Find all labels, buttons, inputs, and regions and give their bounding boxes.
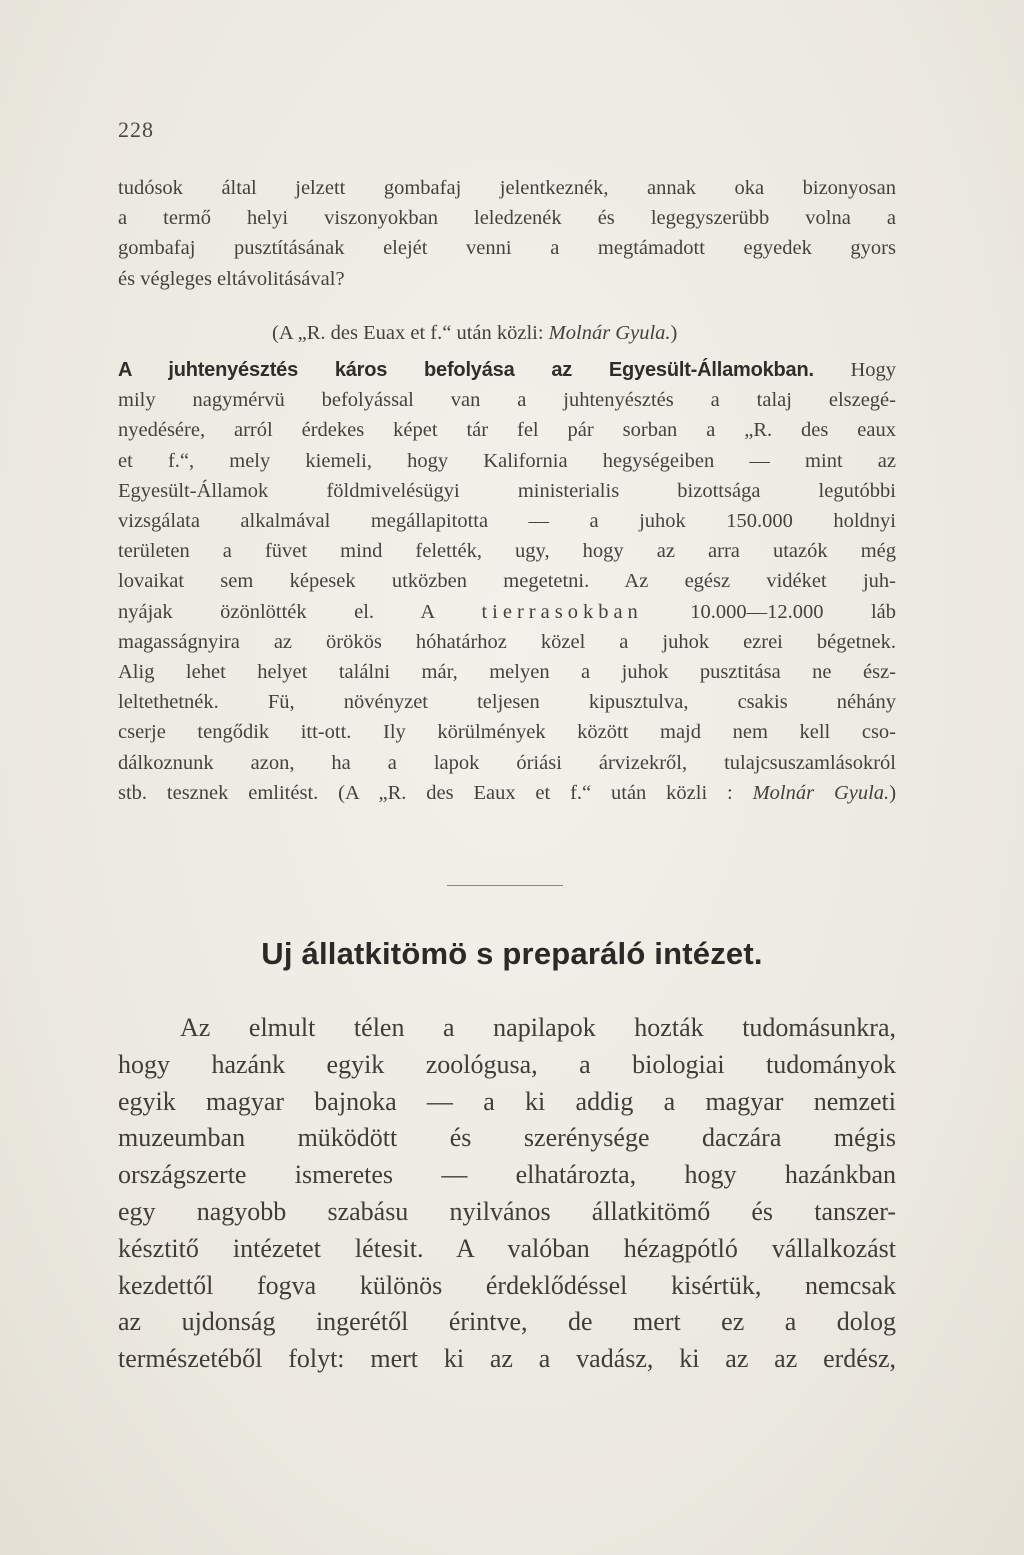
article-line: et f.“, mely kiemeli, hogy Kalifornia hegységeiben — mint az xyxy=(118,449,896,472)
section-line: természetéből folyt: mert ki az a vadász, ki az az erdész, xyxy=(118,1344,896,1374)
section-line: egy nagyobb szabásu nyilvános állatkitömő és tanszer- xyxy=(118,1196,896,1226)
article-line: magasságnyira az örökös hóhatárhoz közel a juhok ezrei bégetnek. xyxy=(118,630,896,653)
article-line: vizsgálata alkalmával megállapitotta — a juhok 150.000 holdnyi xyxy=(118,510,896,533)
section-title: Uj állatkitömö s preparáló intézet. xyxy=(261,936,763,971)
article-last-author: Molnár Gyula. xyxy=(752,781,890,804)
article-paragraph xyxy=(118,355,896,808)
article-line: mily nagymérvü befolyással van a juhtenyésztés a talaj elszegé- xyxy=(118,389,896,412)
article-line: Alig lehet helyet találni már, melyen a juhok pusztitása ne ész- xyxy=(118,661,896,684)
intro-credit xyxy=(272,322,677,345)
intro-line: a termő helyi viszonyokban leledzenék és legegyszerübb volna a xyxy=(118,207,896,230)
credit-prefix: (A „R. des Euax et f.“ után közli: xyxy=(272,322,544,344)
article-last-suffix: ) xyxy=(889,781,896,804)
article-line9-start: nyájak özönlötték el. A xyxy=(118,600,435,623)
section-line: egyik magyar bajnoka — a ki addig a magyar nemzeti xyxy=(118,1086,896,1116)
article-last-prefix: stb. tesznek emlitést. (A „R. des Eaux et f.“ után közli : xyxy=(118,781,733,804)
section-line: muzeumban müködött és szerénysége daczára mégis xyxy=(118,1123,896,1153)
section-line: Az elmult télen a napilapok hozták tudomásunkra, xyxy=(180,1013,896,1042)
article-line9-end: 10.000—12.000 láb xyxy=(690,600,896,623)
article-line: lovaikat sem képesek utközben megetetni. Az egész vidéket juh- xyxy=(118,570,896,593)
article-spaced-word: tierrasokban xyxy=(481,600,643,623)
section-divider xyxy=(447,885,563,886)
article-line: cserje tengődik itt-ott. Ily körülmények között majd nem kell cso- xyxy=(118,721,896,744)
article-headline-tail: Hogy xyxy=(850,359,896,381)
article-line: Egyesült-Államok földmivelésügyi ministerialis bizottsága legutóbbi xyxy=(118,479,896,502)
section-paragraph xyxy=(118,1010,896,1378)
article-line-spaced xyxy=(118,597,896,627)
intro-line: tudósok által jelzett gombafaj jelentkeznék, annak oka bizonyosan xyxy=(118,177,896,199)
article-headline-line xyxy=(118,355,896,385)
section-line: hogy hazánk egyik zoológusa, a biologiai tudományok xyxy=(118,1049,896,1079)
article-line: területen a füvet mind felették, ugy, hogy az arra utazók még xyxy=(118,540,896,563)
intro-paragraph xyxy=(118,173,896,294)
section-line: késztitő intézetet létesit. A valóban hézagpótló vállalkozást xyxy=(118,1233,896,1263)
intro-line: és végleges eltávolitásával? xyxy=(118,267,345,290)
article-line: dálkoznunk azon, ha a lapok óriási árvizekről, tulajcsuszamlásokról xyxy=(118,751,896,774)
article-headline: A juhtenyésztés káros befolyása az Egyesült-Államokban. xyxy=(118,359,814,381)
article-last-line xyxy=(118,778,896,808)
credit-author: Molnár Gyula. xyxy=(548,322,671,344)
section-line: az ujdonság ingerétől érintve, de mert ez a dolog xyxy=(118,1307,896,1337)
credit-suffix: ) xyxy=(670,322,678,344)
section-line: országszerte ismeretes — elhatározta, hogy hazánkban xyxy=(118,1160,896,1190)
section-line: kezdettől fogva különös érdeklődéssel kisértük, nemcsak xyxy=(118,1270,896,1300)
page-number: 228 xyxy=(118,117,154,142)
article-line: leltethetnék. Fü, növényzet teljesen kipusztulva, csakis néhány xyxy=(118,691,896,714)
article-line: nyedésére, arról érdekes képet tár fel pár sorban a „R. des eaux xyxy=(118,419,896,442)
intro-line: gombafaj pusztításának elejét venni a megtámadott egyedek gyors xyxy=(118,237,896,260)
